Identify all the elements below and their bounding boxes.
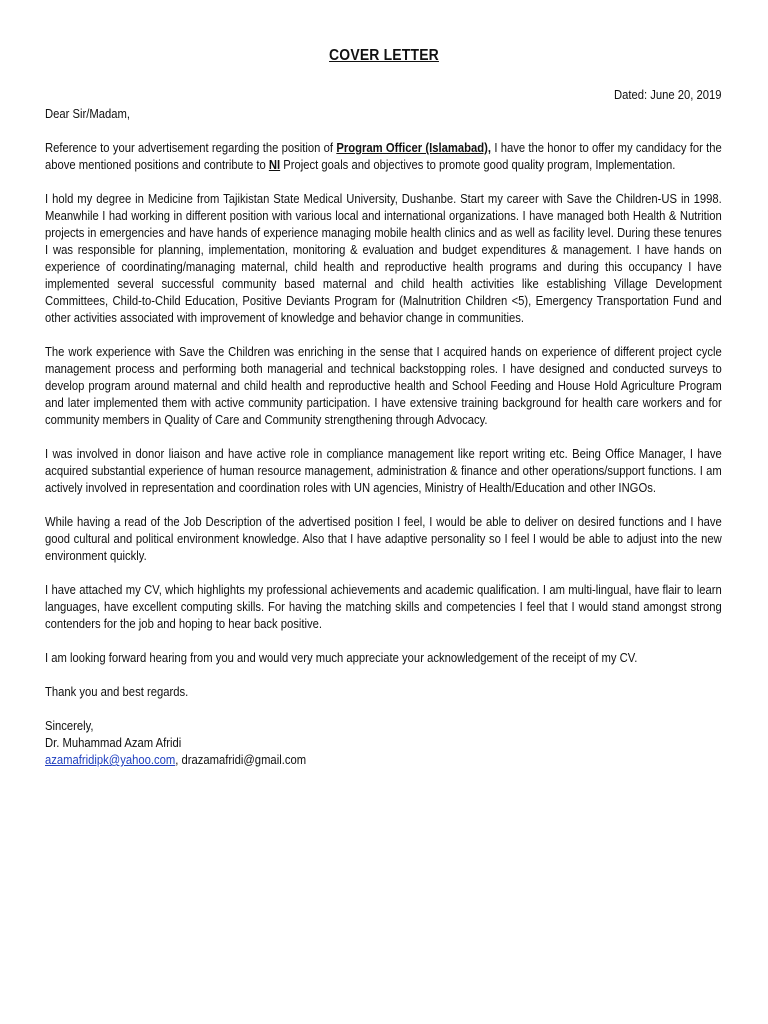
- signature-block: [45, 718, 722, 769]
- signoff: Sincerely,: [45, 719, 94, 733]
- paragraph-job-description: While having a read of the Job Description of the advertised position I feel, I would be able to deliver on desired functions and I have good cultural and political environment knowledge. Also that I have adaptive personality so I feel I would be able to adjust into the new environment quickly.: [45, 515, 722, 563]
- letter-date: Dated: June 20, 2019: [614, 88, 722, 102]
- thanks-line: Thank you and best regards.: [45, 685, 189, 699]
- paragraph-save-the-children: The work experience with Save the Children was enriching in the sense that I acquired hands on experience of different project cycle management process and performing both managerial and technical backstopping roles. I have designed and conducted surveys to develop program around maternal and child health and reproductive health and School Feeding and House Hold Agriculture Program and later implemented them with active community participation. I have extensive training background for health care workers and for community members in Quality of Care and Community strengthening through Advocacy.: [45, 345, 722, 427]
- contact-emails: [45, 752, 722, 769]
- intro-text-mid: I have the honor to offer my candidacy for the above mentioned positions and contribute to: [45, 141, 722, 172]
- paragraph-education-experience: I hold my degree in Medicine from Tajikistan State Medical University, Dushanbe. Start my career with Save the Children-US in 1998. Meanwhile I had working in different position with various local and international organizations. I have managed both Health & Nutrition projects in emergencies and have hands of experience managing mobile health clinics and as well as facility level. During these tenures I was responsible for planning, implementation, monitoring & evaluation and budget expenditures & management. I have hands on experience of coordinating/managing maternal, child health and reproductive health programs and during this occupancy I have implemented several successful community based maternal and child health activities like establishing Village Development Committees, Child-to-Child Education, Positive Deviants Program for (Malnutrition Children <5), Emergency Transportation Fund and other activities associated with improvement of knowledge and behavior change in communities.: [45, 192, 722, 325]
- paragraph-intro: [45, 140, 722, 174]
- intro-text-pre: Reference to your advertisement regarding the position of: [45, 141, 337, 155]
- sender-name: Dr. Muhammad Azam Afridi: [45, 736, 182, 750]
- salutation: Dear Sir/Madam,: [45, 107, 131, 121]
- page-title: COVER LETTER: [329, 47, 439, 64]
- email-link-yahoo[interactable]: azamafridipk@yahoo.com: [45, 753, 176, 767]
- position-title: Program Officer (Islamabad),: [336, 141, 492, 155]
- paragraph-cv: I have attached my CV, which highlights my professional achievements and academic qualification. I am multi-lingual, have flair to learn languages, have excellent computing skills. For having the matching skills and competencies I feel that I would stand amongst strong contenders for the job and hoping to hear back positive.: [45, 583, 722, 631]
- email-separator: ,: [175, 753, 182, 767]
- intro-text-post: Project goals and objectives to promote good quality program, Implementation.: [280, 158, 676, 172]
- organization-name: NI: [268, 158, 281, 172]
- email-gmail: drazamafridi@gmail.com: [181, 753, 307, 767]
- paragraph-donor-liaison: I was involved in donor liaison and have active role in compliance management like report writing etc. Being Office Manager, I have acquired substantial experience of human resource management, administration & finance and other operations/support functions. I am actively involved in representation and coordination roles with UN agencies, Ministry of Health/Education and other INGOs.: [45, 447, 722, 495]
- paragraph-looking-forward: I am looking forward hearing from you and would very much appreciate your acknowledgement of the receipt of my CV.: [45, 651, 638, 665]
- letter-body: [45, 106, 722, 769]
